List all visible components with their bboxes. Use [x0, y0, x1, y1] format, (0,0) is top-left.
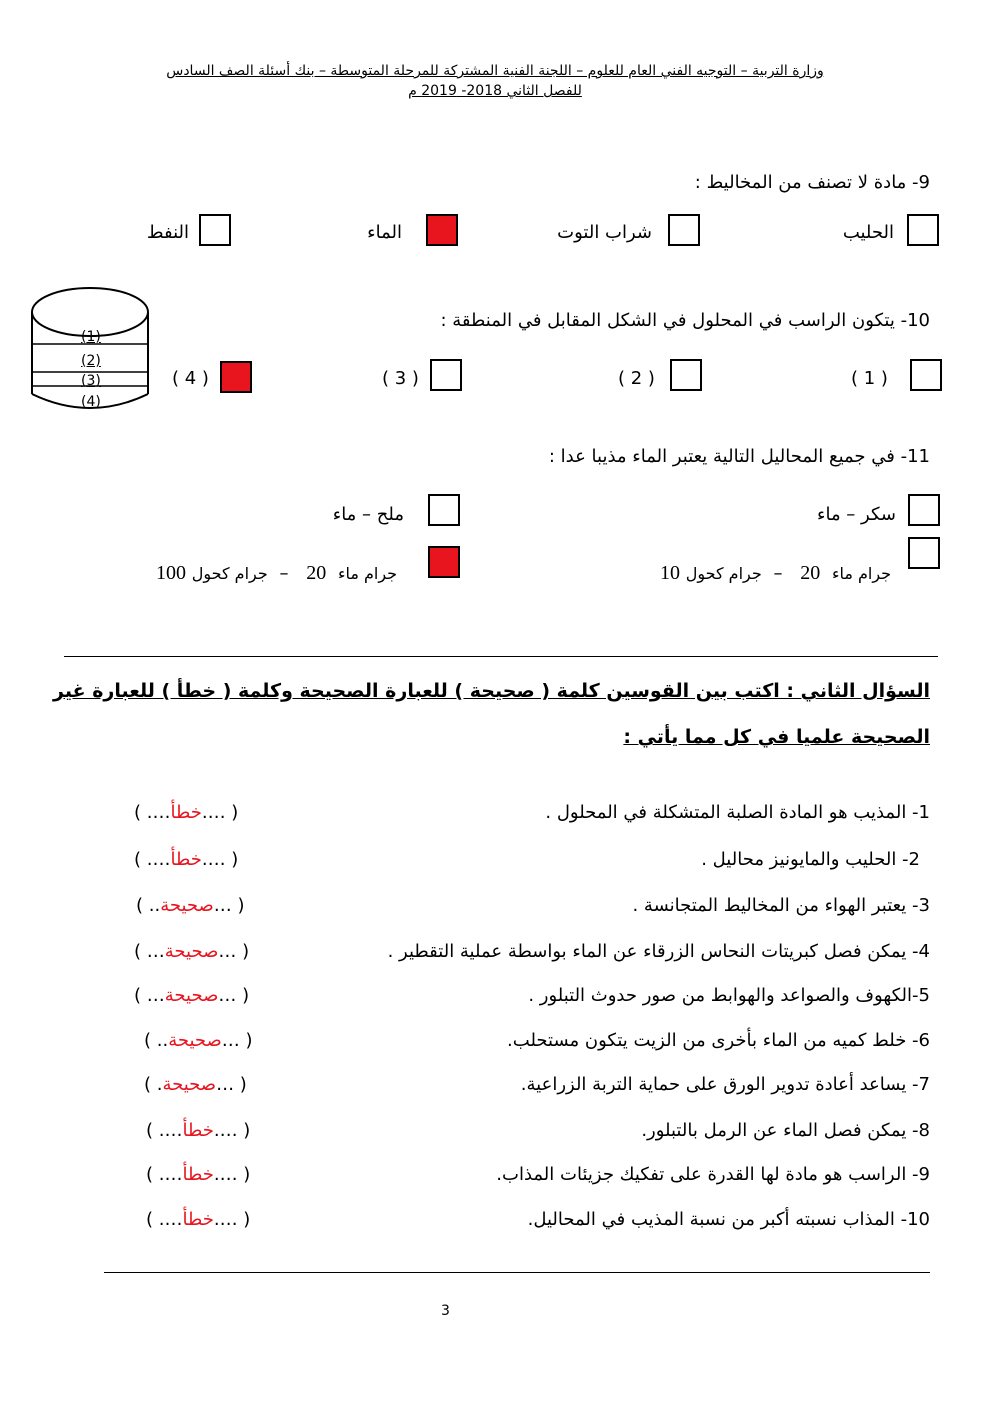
answer-bracket-9[interactable]	[146, 1164, 250, 1185]
q9-text: 9- مادة لا تصنف من المخاليط :	[694, 172, 930, 193]
q11-opt3-w1: جرام كحول	[685, 564, 762, 583]
answer-value: صحيحة	[168, 1030, 222, 1051]
q11-checkbox-4-checked[interactable]	[428, 546, 460, 578]
answer-value: صحيحة	[164, 941, 219, 962]
q11-opt4-num1: 100	[156, 562, 186, 584]
statement-10: 10- المذاب نسبته أكبر من نسبة المذيب في المحاليل.	[527, 1209, 930, 1230]
answer-close: . )	[144, 1074, 163, 1095]
answer-value: صحيحة	[162, 1074, 217, 1095]
q10-option-2: ( 2 )	[618, 368, 655, 389]
q11-checkbox-3[interactable]	[908, 537, 940, 569]
answer-open: ( ….	[213, 1209, 251, 1230]
q11-option-1: سكر – ماء	[817, 504, 896, 525]
q11-checkbox-1[interactable]	[908, 494, 940, 526]
answer-open: ( …	[218, 941, 250, 962]
answer-open: ( ….	[201, 849, 239, 870]
q9-option-4: النفط	[146, 222, 189, 243]
statement-9: 9- الراسب هو مادة لها القدرة على تفكيك جزيئات المذاب.	[496, 1164, 930, 1185]
q11-option-4	[150, 562, 397, 585]
answer-bracket-1[interactable]	[134, 802, 238, 823]
answer-bracket-5[interactable]	[134, 985, 249, 1006]
answer-open: ( ….	[201, 802, 239, 823]
q11-opt3-dash: –	[773, 563, 783, 584]
q10-option-3: ( 3 )	[382, 368, 419, 389]
header-line-2: للفصل الثاني 2018- 2019 م	[408, 83, 582, 99]
statement-1: 1- المذيب هو المادة الصلبة المتشكلة في المحلول .	[545, 802, 930, 823]
answer-bracket-10[interactable]	[146, 1209, 250, 1230]
q10-option-1: ( 1 )	[851, 368, 888, 389]
q9-checkbox-2[interactable]	[668, 214, 700, 246]
q11-opt4-w2: جرام ماء	[337, 564, 398, 583]
q10-text: 10- يتكون الراسب في المحلول في الشكل المقابل في المنطقة :	[440, 310, 930, 331]
answer-value: خطأ	[170, 849, 202, 870]
answer-close: …. )	[146, 1209, 183, 1230]
statement-6: 6- خلط كميه من الماء بأخرى من الزيت يتكون مستحلب.	[507, 1030, 930, 1051]
q11-checkbox-2[interactable]	[428, 494, 460, 526]
q11-option-2: ملح – ماء	[332, 504, 404, 525]
statement-3: 3- يعتبر الهواء من المخاليط المتجانسة .	[632, 895, 930, 916]
q9-checkbox-1[interactable]	[907, 214, 939, 246]
answer-bracket-2[interactable]	[134, 849, 238, 870]
q11-opt3-w2: جرام ماء	[831, 564, 892, 583]
answer-close: … )	[134, 985, 165, 1006]
section2-title-line2: الصحيحة علميا في كل مما يأتي :	[623, 726, 930, 748]
beaker-label-1: (1)	[81, 329, 101, 345]
answer-value: صحيحة	[164, 985, 219, 1006]
answer-close: …. )	[146, 1120, 183, 1141]
header-line-1: وزارة التربية – التوجيه الفني العام للعلوم – اللجنة الفنية المشتركة للمرحلة المتوسطة – بنك أسئلة الصف السادس	[166, 63, 824, 79]
statement-2: 2- الحليب والمايونيز محاليل .	[701, 849, 920, 870]
section2-title-line1: السؤال الثاني : اكتب بين القوسين كلمة ( صحيحة ) للعبارة الصحيحة وكلمة ( خطأ ) للعبارة غير	[53, 680, 930, 702]
answer-bracket-8[interactable]	[146, 1120, 250, 1141]
answer-value: خطأ	[170, 802, 202, 823]
answer-close: …. )	[134, 802, 171, 823]
q10-option-4: ( 4 )	[172, 368, 209, 389]
answer-open: ( …	[216, 1074, 247, 1095]
section-divider	[64, 656, 938, 657]
q11-text: 11- في جميع المحاليل التالية يعتبر الماء مذيبا عدا :	[548, 446, 930, 467]
q11-opt4-dash: –	[279, 563, 289, 584]
answer-close: .. )	[136, 895, 161, 916]
answer-value: خطأ	[182, 1209, 214, 1230]
q9-option-1: الحليب	[842, 222, 894, 243]
q10-checkbox-2[interactable]	[670, 359, 702, 391]
statement-4: 4- يمكن فصل كبريتات النحاس الزرقاء عن الماء بواسطة عملية التقطير .	[387, 941, 930, 962]
beaker-label-2: (2)	[81, 353, 101, 369]
statement-7: 7- يساعد أعادة تدوير الورق على حماية التربة الزراعية.	[520, 1074, 930, 1095]
q11-opt3-num2: 20	[800, 562, 821, 584]
q10-checkbox-3[interactable]	[430, 359, 462, 391]
answer-close: …. )	[146, 1164, 183, 1185]
q11-opt3-num1: 10	[660, 562, 680, 584]
beaker-label-4: (4)	[81, 394, 101, 410]
q11-option-3	[654, 562, 891, 585]
answer-bracket-7[interactable]	[144, 1074, 247, 1095]
q9-option-3: الماء	[367, 222, 402, 243]
q10-checkbox-1[interactable]	[910, 359, 942, 391]
beaker-label-3: (3)	[81, 373, 101, 389]
answer-value: خطأ	[182, 1164, 214, 1185]
q9-checkbox-3-checked[interactable]	[426, 214, 458, 246]
answer-open: ( …	[221, 1030, 253, 1051]
answer-bracket-4[interactable]	[134, 941, 249, 962]
answer-open: ( ….	[213, 1120, 251, 1141]
answer-bracket-6[interactable]	[144, 1030, 253, 1051]
q9-checkbox-4[interactable]	[199, 214, 231, 246]
statement-8: 8- يمكن فصل الماء عن الرمل بالتبلور.	[641, 1120, 930, 1141]
answer-open: ( ….	[213, 1164, 251, 1185]
footer-divider	[104, 1272, 930, 1273]
answer-bracket-3[interactable]	[136, 895, 245, 916]
q10-checkbox-4-checked[interactable]	[220, 361, 252, 393]
q11-opt4-w1: جرام كحول	[191, 564, 268, 583]
answer-close: … )	[134, 941, 165, 962]
statement-5: 5-الكهوف والصواعد والهوابط من صور حدوث التبلور .	[528, 985, 930, 1006]
answer-close: .. )	[144, 1030, 169, 1051]
page-number: 3	[441, 1303, 450, 1319]
answer-open: ( …	[213, 895, 245, 916]
answer-close: …. )	[134, 849, 171, 870]
q11-opt4-num2: 20	[306, 562, 327, 584]
q9-option-2: شراب التوت	[557, 222, 652, 243]
answer-open: ( …	[218, 985, 250, 1006]
answer-value: صحيحة	[160, 895, 214, 916]
answer-value: خطأ	[182, 1120, 214, 1141]
